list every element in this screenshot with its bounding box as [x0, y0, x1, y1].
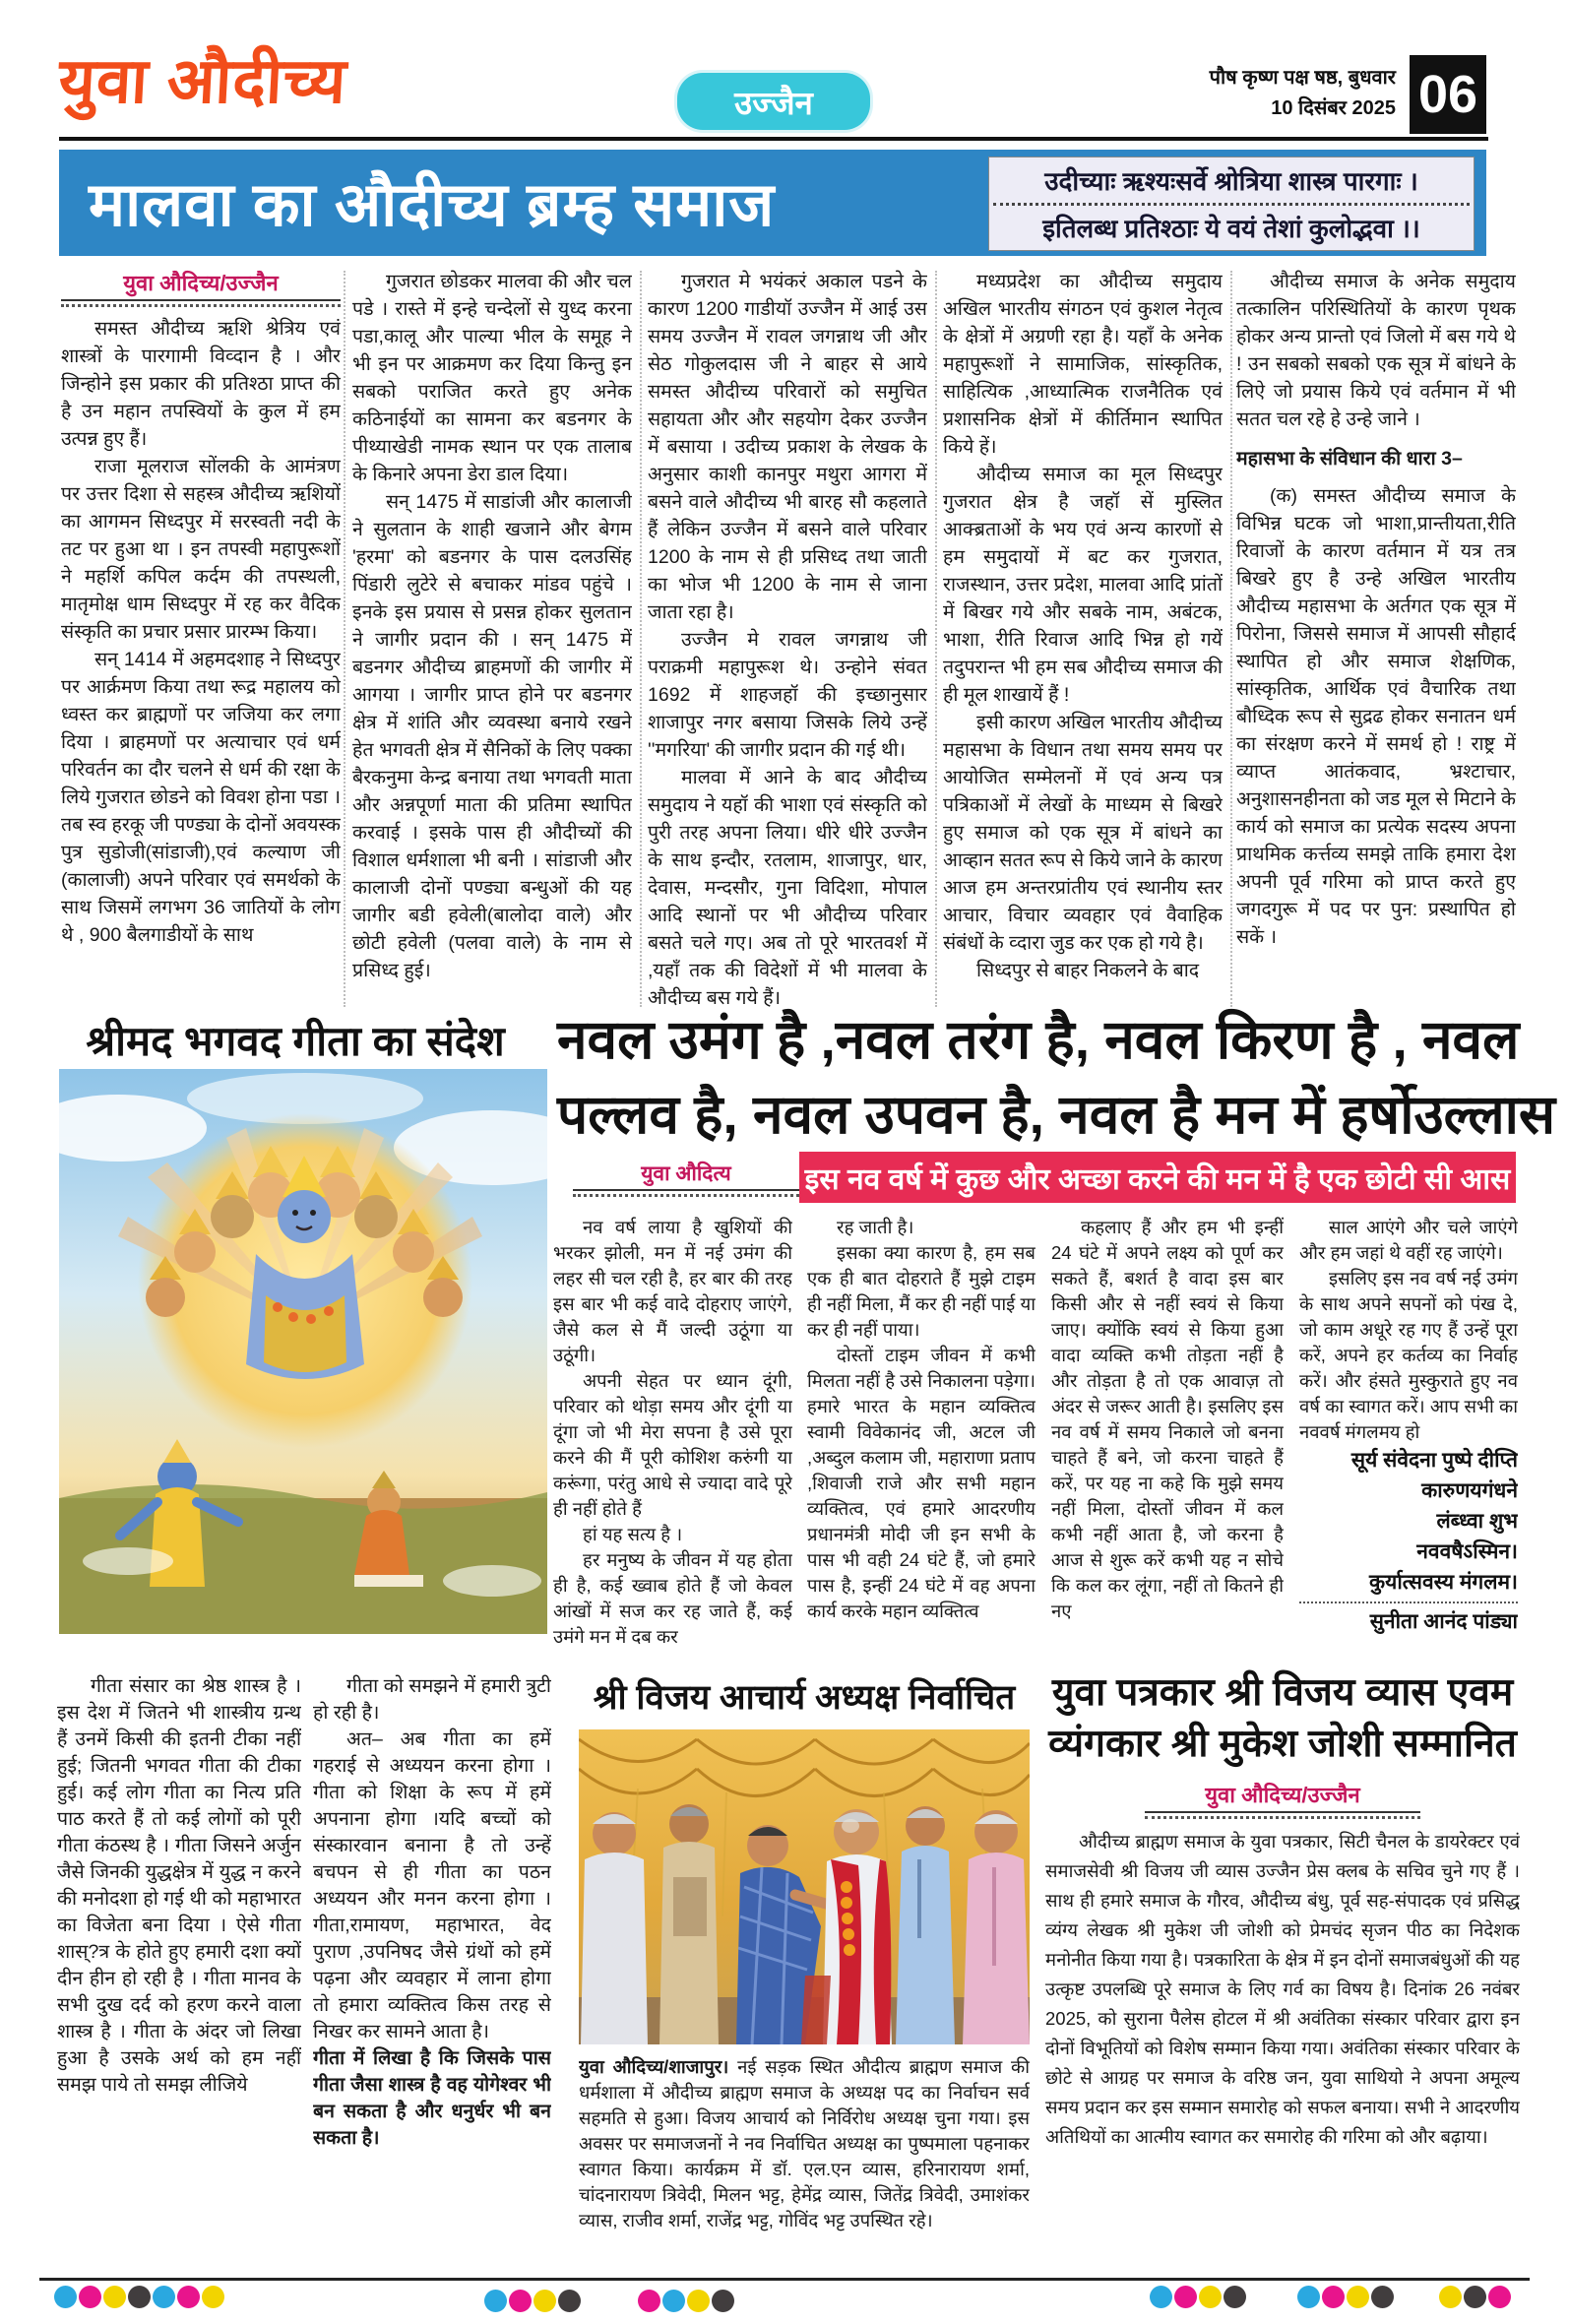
- verse-author: सुनीता आनंद पांड्या: [1299, 1602, 1518, 1637]
- column-divider: [344, 271, 345, 1007]
- lead-column-4: [943, 268, 1223, 1008]
- lead-paragraph: औदीच्य समाज के अनेक समुदाय तत्कालिन परिस्थितियों के कारण पृथक होकर अन्य प्रान्तो एवं जिलो में बस गये थे ! उन सबको सबको एक सूत्र में बांधने के लिऐ जो प्रयास किये एवं वर्तमान में भी सतत चल रहे हे उन्हे जाने ।: [1236, 271, 1516, 430]
- gita-headline: श्रीमद भगवद गीता का संदेश: [86, 1018, 505, 1064]
- body-paragraph: हर मनुष्य के जीवन में यह होता ही है, कई ख्वाब होते हैं जो केवल आंखों में सज कर रह जाते हैं, कई उमंगे मन में दब कर: [553, 1549, 792, 1647]
- lead-headline: मालवा का औदीच्य ब्रम्ह समाज: [89, 171, 776, 239]
- lead-paragraph: राजा मूलराज सोंलकी के आमंत्रण पर उत्तर दिशा से सहस्त्र औदीच्य ऋशियों का आगमन सिध्दपुर में सरस्वती नदी के तट पर हुआ था । इन तपस्वी महापुरूशों ने महर्शि कपिल कर्दम की तपस्थली, मातृमोक्ष धाम सिध्दपुर में रह कर वैदिक संस्कृति का प्रचार प्रसार प्रारम्भ किया।: [61, 456, 341, 643]
- lead-column-5: [1236, 268, 1516, 1008]
- masthead-rule: [59, 137, 1488, 141]
- verse-line: कारुणयगंधने: [1421, 1479, 1518, 1502]
- newyear-column-1: [553, 1215, 792, 1683]
- body-paragraph: रह जाती है।: [837, 1217, 914, 1237]
- byline-dotted-rule: [1145, 1816, 1420, 1819]
- verse-line: सूर्य संवेदना पुष्पे दीप्ति: [1350, 1449, 1518, 1472]
- lead-paragraph: गुजरात मे भयंकरं अकाल पडने के कारण 1200 गाडीयॉ उज्जैन में आई उस समय उज्जैन में रावल जगन्नाथ जी और सेठ गोकुलदास जी ने बाहर से आये समस्त औदीच्य परिवारों को समुचित सहायता और और सहयोग देकर उज्जैन में बसाया । उदीच्य प्रकाश के लेखक के अनुसार काशी कानपुर मथुरा आगरा में बसने वाले औदीच्य भी बारह सौ कहलाते हैं लेकिन उज्जैन में बसने वाले परिवार 1200 के नाम से ही प्रसिध्द तथा जाती का भोज भी 1200 के नाम से जाना जाता रहा है।: [648, 271, 927, 623]
- constitution-subheadline: महासभा के संविधान की धारा 3–: [1236, 448, 1463, 470]
- gita-column-a: [57, 1673, 301, 2264]
- honour-article: [1045, 1667, 1520, 2268]
- gita-bold-conclusion: गीता में लिखा है कि जिसके पास गीता जैसा शास्त्र है वह योगेश्वर भी बन सकता है और धनुर्धर भी बन सकता है।: [313, 2047, 551, 2149]
- byline: युवा औदिच्य/उज्जैन: [61, 268, 341, 301]
- body-paragraph: साल आएंगे और चले जाएंगे और हम जहां थे वहीं रह जाएंगे।: [1299, 1217, 1518, 1263]
- footer-rule: [39, 2278, 1530, 2281]
- newyear-strapline: इस नव वर्ष में कुछ और अच्छा करने की मन में है एक छोटी सी आस: [799, 1152, 1516, 1203]
- verse-line: लंब्ध्वा शुभ: [1436, 1510, 1518, 1533]
- election-article: [579, 1673, 1030, 2288]
- byline-dotted-rule: [573, 1194, 799, 1197]
- photo-caption: [579, 2054, 1030, 2269]
- lead-headline-band: [59, 150, 1486, 256]
- gregorian-date: 10 दिसंबर 2025: [1271, 97, 1396, 119]
- shloka-line-2: इतिलब्ध प्रतिश्ठाः ये वयं तेशां कुलोद्भवा ।।: [1042, 214, 1420, 244]
- byline-dotted-rule: [61, 304, 341, 307]
- body-paragraph: हां यह सत्य है ।: [583, 1524, 683, 1544]
- honour-body: औदीच्य ब्राह्मण समाज के युवा पत्रकार, सिटी चैनल के डायरेक्टर एवं समाजसेवी श्री विजय जी व्यास उज्जैन प्रेस क्लब के सचिव चुने गए हैं ।साथ ही हमारे समाज के गौरव, औदीच्य बंधु, पूर्व सह-संपादक एवं प्रसिद्ध व्यंग्य लेखक श्री मुकेश जी जोशी को प्रेमचंद सृजन पीठ का निदेशक मनोनीत किया गया है। पत्रकारिता के क्षेत्र में इन दोनों समाजबंधुओं की यह उत्कृष्ट उपलब्धि पूरे समाज के लिए गर्व का विषय है। दिनांक 26 नवंबर 2025, को सुराना पैलेस होटल में श्री अवंतिका संस्कार परिवार द्वारा इन दोनों विभूतियों को विशेष सम्मान किया गया। अवंतिका संस्कार परिवार के छोटे से आग्रह पर समाज के वरिष्ठ जन, युवा साथियो ने अपना अमूल्य समय प्रदान कर इस सम्मान समारोह को सफल बनाया। सभी ने आदरणीय अतिथियों का आत्मीय स्वागत कर समारोह की गरिमा को और बढ़ाया।: [1045, 1831, 1520, 2147]
- lead-column-2: [352, 268, 632, 1008]
- body-paragraph: इसका क्या कारण है, हम सब एक ही बात दोहराते हैं मुझे टाइम ही नहीं मिला, मैं कर ही नहीं पाई या कर ही नहीं पाया।: [807, 1242, 1036, 1340]
- byline: युवा औदिच्य/उज्जैन: [1145, 1780, 1420, 1819]
- body-paragraph: दोस्तों टाइम जीवन में कभी मिलता नहीं है उसे निकालना पड़ेगा। हमारे भारत के महान व्यक्तित्व स्वामी विवेकानंद जी, अटल जी ,अब्दुल कलाम जी, महाराणा प्रताप ,शिवाजी राजे और सभी महान व्यक्तित्व, एवं हमारे आदरणीय प्रधानमंत्री मोदी जी इन सभी के पास भी वही 24 घंटे हैं, जो हमारे पास है, इन्हीं 24 घंटे में वह अपना कार्य करके महान व्यक्तित्व: [807, 1345, 1036, 1621]
- body-paragraph: कहलाए हैं और हम भी इन्हीं 24 घंटे में अपने लक्ष्य को पूर्ण कर सकते हैं, बशर्त है वादा इस बार किसी और से नहीं स्वयं से किया जाए। क्योंकि स्वयं से किया हुआ वादा व्यक्ति कभी तोड़ता नहीं है और तोड़ता है तो एक आवाज़ तो अंदर से जरूर आती है। इसलिए इस नव वर्ष में समय निकाले जो बनना चाहते हैं बने, जो करना चाहते हैं करें, पर यह ना कहे कि मुझे समय नहीं मिला, दोस्तों जीवन में कल कभी नहीं आता है, जो करना है आज से शुरू करें कभी यह न सोचे कि कल कर लूंगा, नहीं तो कितने ही नए: [1051, 1217, 1284, 1621]
- body-paragraph: नव वर्ष लाया है खुशियों की भरकर झोली, मन में नई उमंग की लहर सी चल रही है, हर बार की तरह इस बार भी कई वादे दोहराए जाएंगे, जैसे कल से मैं जल्दी उठूंगा या उठूंगी।: [553, 1217, 792, 1365]
- caption-text: नई सड़क स्थित औदीत्य ब्राह्मण समाज की धर्मशाला में औदीच्य ब्राह्मण समाज के अध्यक्ष पद का निर्वाचन सर्व सहमति से हुआ। विजय आचार्य को निर्विरोध अध्यक्ष चुना गया। इस अवसर पर समाजजनों ने नव निर्वाचित अध्यक्ष का पुष्पमाला पहनाकर स्वागत किया। कार्यक्रम में डॉ. एल.एन व्यास, हरिनारायण शर्मा, चांदनारायण त्रिवेदी, मिलन भट्ट, हेमेंद्र व्यास, जितेंद्र त्रिवेदी, उमाशंकर व्यास, राजीव शर्मा, राजेंद्र भट्ट, गोविंद भट्ट उपस्थित रहे।: [579, 2056, 1030, 2230]
- lead-paragraph: इसी कारण अखिल भारतीय औदीच्य महासभा के विधान तथा समय समय पर आयोजित सम्मेलनों में एवं अन्य पत्र पत्रिकाओं में लेखों के माध्यम से बिखरे हुए समाज को एक सूत्र में बांधने का आव्हान सतत रूप से किये जाने के कारण आज हम अन्तरप्रांतीय एवं स्थानीय स्तर आचार, विचार व्यवहार एवं वैवाहिक संबंधों के व्दारा जुड कर एक हो गये है।: [943, 712, 1223, 954]
- body-paragraph: इसलिए इस नव वर्ष नई उमंग के साथ अपने सपनों को पंख दे, जो काम अधूरे रह गए हैं उन्हें पूरा करें, अपने हर कर्तव्य का निर्वाह करें। और हंसते मुस्कुराते हुए नव वर्ष का स्वागत करें। आप सभी का नववर्ष मंगलमय हो: [1299, 1268, 1518, 1442]
- panchang-date: पौष कृष्ण पक्ष षष्ठ, बुधवार: [1209, 67, 1396, 89]
- body-paragraph: अपनी सेहत पर ध्यान दूंगी, परिवार को थोड़ा समय और दूंगी या दूंगा जो भी मेरा सपना है उसे पूरा करने की मैं पूरी कोशिश करुंगी या करूंगा, परंतु आधे से ज्यादा वादे पूरे ही नहीं होते हैं: [553, 1370, 792, 1519]
- page-number: 06: [1410, 55, 1486, 134]
- garlanding-ceremony-photo: [579, 1729, 1030, 2044]
- body-paragraph: अत– अब गीता का हमें गहराई से अध्ययन करना होगा । गीता को शिक्षा के रूप में हमें अपनाना होगा ।यदि बच्चों को संस्कारवान बनाना है तो उन्हें बचपन से ही गीता का पठन अध्ययन और मनन करना होगा । गीता,रामायण, महाभारत, वेद पुराण ,उपनिषद जैसे ग्रंथों को हमें पढ़ना और व्यवहार में लाना होगा तो हमारा व्यक्तित्व किस तरह से निखर कर सामने आता है।: [313, 1728, 551, 2042]
- byline: युवा औदित्य: [573, 1160, 799, 1205]
- column-divider: [1230, 271, 1232, 1007]
- lead-paragraph: औदीच्य समाज का मूल सिध्दपुर गुजरात क्षेत्र है जहॉ सें मुस्लित आक्ब्रताओं के भय एवं अन्य कारणों से हम समुदायों में बट कर गुजरात, राजस्थान, उत्तर प्रदेश, मालवा आदि प्रांतों में बिखर गये और सबके नाम, अबंटक, भाशा, रीति रिवाज आदि भिन्न हो गयें तदुपरान्त भी हम सब औदीच्य समाज की ही मूल शाखायें हैं !: [943, 464, 1223, 706]
- paper-title: युवा औदीच्य: [56, 45, 349, 116]
- lead-paragraph: उज्जैन मे रावल जगन्नाथ जी पराक्रमी महापुरूश थे। उन्होने संवत 1692 में शाहजहॉ की इच्छानुसार शाजापुर नगर बसाया जिसके लिये उन्हें ''मगरिया' की जागीर प्रदान की गई थी।: [648, 629, 927, 761]
- column-divider: [640, 271, 642, 1007]
- body-paragraph: गीता को समझने में हमारी त्रुटी हो रही है।: [313, 1675, 551, 1724]
- newyear-headline: नवल उमंग है ,नवल तरंग है, नवल किरण है , नवल पल्लव है, नवल उपवन है, नवल है मन में हर्षोउल्लास: [557, 1009, 1556, 1145]
- verse-line: कुर्यात्सवस्य मंगलम।: [1369, 1571, 1518, 1594]
- shloka-line-1: उदीच्याः ऋश्यःसर्वे श्रोत्रिया शास्त्र पारगाः ।: [1044, 165, 1418, 196]
- lead-column-1: [61, 268, 341, 1008]
- newyear-column-4: [1299, 1215, 1518, 1683]
- lead-column-3: [648, 268, 927, 1008]
- lead-paragraph: मालवा में आने के बाद औदीच्य समुदाय ने यहॉ की भाशा एवं संस्कृति को पुरी तरह अपना लिया। धीरे धीरे उज्जैन के साथ इन्दौर, रतलाम, शाजापुर, धार, देवास, मन्दसौर, गुना विदिशा, मोपाल आदि स्थानों पर भी औदीच्य परिवार बसते चले गए। अब तो पूरे भारतवर्श में ,यहाँ तक की विदेशों में भी मालवा के औदीच्य बस गये हैं।: [648, 767, 927, 1008]
- registration-dots-icon: [1297, 2286, 1394, 2308]
- lead-paragraph: समस्त औदीच्य ऋशि श्रेत्रिय एवं शास्त्रों के पारगामी विव्दान है । और जिन्होने इस प्रकार की प्रतिश्ठा प्राप्त की है उन महान तपस्वियों के कुल में हम उत्पन्न हुए हैं।: [61, 318, 341, 450]
- lead-paragraph: गुजरात छोडकर मालवा की और चल पडे । रास्ते में इन्हे चन्देलों से युध्द करना पडा,कालू और पाल्या भील के समूह ने भी इन पर आक्रमण कर दिया किन्तु इन सबको पराजित करते हुए अनेक कठिनाईयों का सामना कर बडनगर के पीथ्याखेडी नामक स्थान पर एक तालाब के किनारे अपना डेरा डाल दिया।: [352, 271, 632, 485]
- krishna-artwork: [59, 1069, 547, 1634]
- gita-column-b: [313, 1673, 551, 2264]
- election-headline: श्री विजय आचार्य अध्यक्ष निर्वाचित: [593, 1678, 1016, 1717]
- newyear-column-3: [1051, 1215, 1284, 1683]
- lead-paragraph: (क) समस्त औदीच्य समाज के विभिन्न घटक जो भाशा,प्रान्तीयता,रीति रिवाजों के कारण वर्तमान में यत्र तत्र बिखरे हुए है उन्हे अखिल भारतीय औदीच्य महासभा के अर्तगत एक सूत्र में पिरोना, जिससे समाज में आपसी सौहार्द स्थापित हो और समाज शेक्षणिक, सांस्कृतिक, आर्थिक एवं वैचारिक तथा बौध्दिक रूप से सुद्रढ होकर सनातन धर्म का संरक्षण करने में समर्थ हो ! राष्ट्र में व्याप्त आतंकवाद, भ्रश्टाचार, अनुशासनहीनता को जड मूल से मिटाने के कार्य को समाज का प्रत्येक सदस्य अपना प्राथमिक कर्त्तव्य समझे ताकि हमारा देश अपनी पूर्व गरिमा को प्राप्त करते हुए जगदगुरू में पद पर पुन: प्रस्थापित हो सकें ।: [1236, 485, 1516, 948]
- registration-dots-icon: [1439, 2286, 1511, 2308]
- column-divider: [935, 271, 937, 1007]
- registration-dots-icon: [638, 2290, 734, 2312]
- honour-headline: युवा पत्रकार श्री विजय व्यास एवम व्यंगकार श्री मुकेश जोशी सम्मानित: [1048, 1671, 1517, 1765]
- registration-dots-icon: [484, 2290, 581, 2312]
- caption-dateline: युवा औदिच्य/शाजापुर।: [579, 2056, 729, 2077]
- lead-paragraph: सन् 1414 में अहमदशाह ने सिध्दपुर पर आर्क्रमण किया तथा रूद्र महालय को ध्वस्त कर ब्राह्मणों पर जजिया कर लगा दिया । ब्राहमणों पर अत्याचार एवं धर्म परिवर्तन का दौर चलने से धर्म की रक्षा के लिये गुजरात छोडने को विवश होना पडा । तब स्व हरकू जी पण्ड्या के दोनों अवयस्क पुत्र सुडोजी(सांडाजी),एवं कल्याण जी (कालाजी) अपने परिवार एवं समर्थको के साथ जिसमें लगभग 36 जातियों के लोग थे , 900 बैलगाडीयों के साथ: [61, 649, 341, 946]
- shloka-box: [988, 157, 1475, 251]
- lead-paragraph: सन् 1475 में साडांजी और कालाजी ने सुलतान के शाही खजाने और बेगम 'हरमा' को बडनगर के पास दलउसिंह पिंडारी लुटेरे से बचाकर मांडव पहुंचे । इनके इस प्रयास से प्रसन्न होकर सुलतान ने जागीर प्रदान की । सन् 1475 में बडनगर औदीच्य ब्राहमणों की जागीर में आगया । जागीर प्राप्त होने पर बडनगर क्षेत्र में शांति और व्यवस्था बनाये रखने हेत भगवती क्षेत्र में सैनिकों के लिए पक्का बैरकनुमा केन्द्र बनाया तथा भगवती माता और अन्नपूर्णा माता की प्रतिमा स्थापित करवाई । इसके पास ही औदीच्यों की विशाल धर्मशाला भी बनी । सांडाजी और कालाजी दोनों पण्ड्या बन्धुओं की यह जागीर बडी हवेली(बालोदा वाले) और छोटी हवेली (पलवा वाले) के नाम से प्रसिध्द हुई।: [352, 491, 632, 981]
- registration-dots-icon: [1150, 2286, 1246, 2308]
- newyear-column-2: [807, 1215, 1036, 1683]
- registration-dots-icon: [54, 2286, 224, 2308]
- lead-paragraph: मध्यप्रदेश का औदीच्य समुदाय अखिल भारतीय संगठन एवं कुशल नेतृत्व के क्षेत्रों में अग्रणी रहा है। यहाँ के अनेक महापुरूशों ने सामाजिक, सांस्कृतिक, साहित्यिक ,आध्यात्मिक राजनैतिक एवं प्रशासनिक क्षेत्रों में कीर्तिमान स्थापित किये हें।: [943, 271, 1223, 458]
- verse-line: नववषैऽस्मिन।: [1416, 1540, 1518, 1563]
- city-edition-badge: उज्जैन: [677, 73, 870, 130]
- dateline: [1210, 63, 1396, 124]
- krishna-vishwaroop-image: [59, 1069, 547, 1634]
- lead-paragraph: सिध्दपुर से बाहर निकलने के बाद: [976, 960, 1200, 981]
- body-paragraph: गीता संसार का श्रेष्ठ शास्त्र है । इस देश में जितने भी शास्त्रीय ग्रन्थ हैं उनमें किसी की इतनी टीका नहीं हुई; जितनी भगवत गीता की टीका हुई। कई लोग गीता का नित्य प्रति पाठ करते हैं तो कई लोगों को पूरी गीता कंठस्थ है । गीता जिसने अर्जुन जैसे जिनकी युद्धक्षेत्र में युद्ध न करने की मनोदशा हो गई थी को महाभारत का विजेता बना दिया । ऐसे गीता शास्?त्र के होते हुए हमारी दशा क्यों दीन हीन हो रही है । गीता मानव के सभी दुख दर्द को हरण करने वाला शास्त्र है । गीता के अंदर जो लिखा हुआ है उसके अर्थ को हम नहीं समझ पाये तो समझ लीजिये: [57, 1675, 301, 2096]
